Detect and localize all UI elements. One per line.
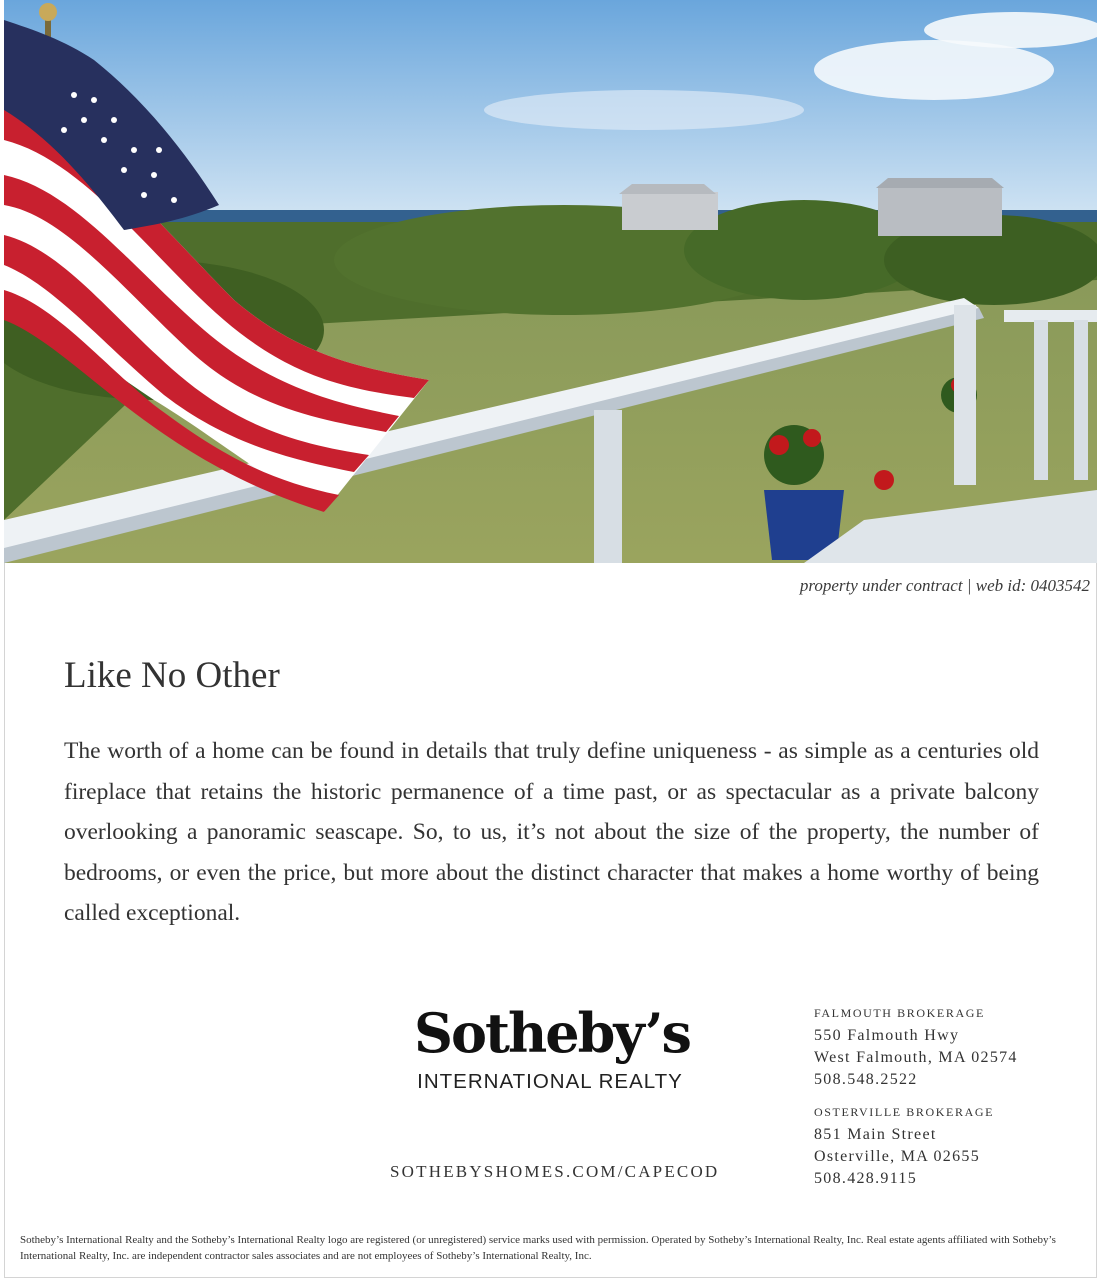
ad-heading: Like No Other — [64, 655, 280, 696]
ad-body-copy: The worth of a home can be found in details that truly define uniqueness - as simple as a centuries old fireplace that retains the historic permanence of a time past, or as spectacular as a private balcony overlooking a panoramic seascape. So, to us, it’s not about the size of the property, the number of bedrooms, or even the price, but more about the distinct character that makes a home worthy of being called exceptional. — [64, 738, 1039, 926]
brokerage-name: OSTERVILLE BROKERAGE — [814, 1105, 995, 1119]
brokerage-street: 550 Falmouth Hwy — [814, 1027, 960, 1044]
brokerage-phone[interactable]: 508.548.2522 — [814, 1071, 918, 1088]
brokerage-name: FALMOUTH BROKERAGE — [814, 1006, 985, 1020]
brokerage-phone[interactable]: 508.428.9115 — [814, 1170, 918, 1187]
hero-photo — [4, 0, 1097, 563]
logo-subtitle: INTERNATIONAL REALTY — [417, 1070, 683, 1093]
logo-wordmark: Sotheby’s — [414, 1001, 690, 1065]
brokerage-city: West Falmouth, MA 02574 — [814, 1049, 1018, 1066]
brokerage-city: Osterville, MA 02655 — [814, 1148, 980, 1165]
brokerage-street: 851 Main Street — [814, 1126, 937, 1143]
sothebys-logo — [414, 1000, 690, 1094]
website-link[interactable]: SOTHEBYSHOMES.COM/CAPECOD — [390, 1162, 720, 1181]
property-caption: property under contract | web id: 0403542 — [799, 576, 1090, 595]
brokerage-falmouth — [814, 1006, 1018, 1091]
legal-disclaimer: Sotheby’s International Realty and the Sotheby’s International Realty logo are registered (or unregistered) service marks used with permission. Operated by Sotheby’s International Realty, Inc. Real estate agents affiliated with Sotheby’s International Realty, Inc. are independent contractor sales associates and are not employees of Sotheby’s International Realty, Inc. — [20, 1234, 1056, 1262]
brokerage-osterville — [814, 1105, 994, 1190]
